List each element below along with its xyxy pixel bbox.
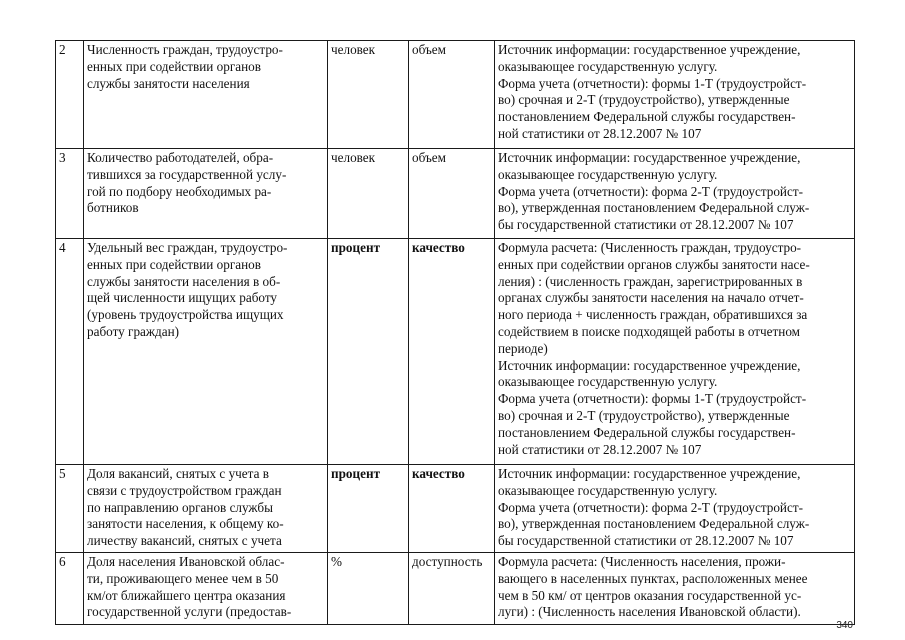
text-line: работу граждан) bbox=[87, 323, 180, 339]
type-cell: объем bbox=[409, 41, 495, 149]
text-line: государственной услуги (предостав- bbox=[87, 604, 292, 620]
text-line: тившихся за государственной услу- bbox=[87, 166, 287, 182]
indicator-cell bbox=[84, 41, 328, 149]
source-cell bbox=[495, 465, 855, 553]
text-line: занятости населения, к общему ко- bbox=[87, 516, 284, 532]
text-line: Количество работодателей, обра- bbox=[87, 150, 274, 165]
text-line: енных при содействии органов службы занятости насе- bbox=[498, 256, 810, 272]
text-line: постановлением Федеральной службы государствен- bbox=[498, 424, 796, 440]
table-row bbox=[56, 41, 855, 149]
text-line: км/от ближайшего центра оказания bbox=[87, 587, 286, 603]
type-cell: доступность bbox=[409, 553, 495, 625]
type-cell: качество bbox=[409, 239, 495, 465]
text-line: бы государственной статистики от 28.12.2007 № 107 bbox=[498, 533, 794, 549]
unit-cell: процент bbox=[328, 239, 409, 465]
text-line: Форма учета (отчетности): формы 1-Т (трудоустройст- bbox=[498, 75, 807, 91]
text-line: Доля населения Ивановской облас- bbox=[87, 554, 285, 569]
text-line: Форма учета (отчетности): форма 2-Т (трудоустройст- bbox=[498, 499, 803, 515]
text-line: службы занятости населения в об- bbox=[87, 273, 281, 289]
source-cell bbox=[495, 41, 855, 149]
text-line: ной статистики от 28.12.2007 № 107 bbox=[498, 125, 702, 141]
text-line: Формула расчета: (Численность граждан, трудоустро- bbox=[498, 240, 802, 255]
row-number: 2 bbox=[56, 41, 84, 149]
indicator-cell bbox=[84, 149, 328, 239]
text-line: оказывающее государственную услугу. bbox=[498, 374, 718, 390]
text-line: щей численности ищущих работу bbox=[87, 290, 278, 306]
source-cell bbox=[495, 149, 855, 239]
type-cell: объем bbox=[409, 149, 495, 239]
text-line: ти, проживающего менее чем в 50 bbox=[87, 570, 279, 586]
unit-cell: % bbox=[328, 553, 409, 625]
text-line: во) срочная и 2-Т (трудоустройство), утвержденные bbox=[498, 92, 790, 108]
text-line: Источник информации: государственное учреждение, bbox=[498, 357, 801, 373]
text-line: ботников bbox=[87, 200, 139, 216]
text-line: Численность граждан, трудоустро- bbox=[87, 42, 283, 57]
unit-cell: человек bbox=[328, 149, 409, 239]
text-line: содействием в поиске подходящей работы в отчетном bbox=[498, 323, 801, 339]
indicator-cell bbox=[84, 465, 328, 553]
text-line: Источник информации: государственное учреждение, bbox=[498, 466, 801, 481]
text-line: оказывающее государственную услугу. bbox=[498, 166, 718, 182]
text-line: луги) : (Численность населения Ивановской области). bbox=[498, 604, 801, 620]
page-number: 340 bbox=[836, 620, 853, 631]
text-line: гой по подбору необходимых ра- bbox=[87, 183, 272, 199]
text-line: постановлением Федеральной службы государствен- bbox=[498, 109, 796, 125]
text-line: оказывающее государственную услугу. bbox=[498, 482, 718, 498]
type-cell: качество bbox=[409, 465, 495, 553]
unit-cell: человек bbox=[328, 41, 409, 149]
text-line: Форма учета (отчетности): форма 2-Т (трудоустройст- bbox=[498, 183, 803, 199]
text-line: (уровень трудоустройства ищущих bbox=[87, 307, 284, 323]
source-cell bbox=[495, 239, 855, 465]
text-line: бы государственной статистики от 28.12.2007 № 107 bbox=[498, 217, 794, 233]
text-line: енных при содействии органов bbox=[87, 256, 261, 272]
text-line: связи с трудоустройством граждан bbox=[87, 482, 282, 498]
text-line: Источник информации: государственное учреждение, bbox=[498, 42, 801, 57]
text-line: ной статистики от 28.12.2007 № 107 bbox=[498, 441, 702, 457]
unit-cell: процент bbox=[328, 465, 409, 553]
indicator-cell bbox=[84, 239, 328, 465]
table-row bbox=[56, 149, 855, 239]
table-row bbox=[56, 553, 855, 625]
text-line: вающего в населенных пунктах, расположенных менее bbox=[498, 570, 808, 586]
table-row bbox=[56, 465, 855, 553]
text-line: Формула расчета: (Численность населения, прожи- bbox=[498, 554, 786, 569]
text-line: Доля вакансий, снятых с учета в bbox=[87, 466, 269, 481]
text-line: службы занятости населения bbox=[87, 75, 250, 91]
text-line: енных при содействии органов bbox=[87, 58, 261, 74]
indicator-cell bbox=[84, 553, 328, 625]
row-number: 4 bbox=[56, 239, 84, 465]
text-line: во), утвержденная постановлением Федеральной служ- bbox=[498, 516, 810, 532]
source-cell bbox=[495, 553, 855, 625]
indicators-table bbox=[55, 40, 855, 625]
text-line: органах службы занятости населения на начало отчет- bbox=[498, 290, 804, 306]
text-line: личеству вакансий, снятых с учета bbox=[87, 533, 282, 549]
text-line: во) срочная и 2-Т (трудоустройство), утвержденные bbox=[498, 407, 790, 423]
text-line: ления) : (численность граждан, зарегистрированных в bbox=[498, 273, 803, 289]
text-line: Источник информации: государственное учреждение, bbox=[498, 150, 801, 165]
row-number: 5 bbox=[56, 465, 84, 553]
text-line: Удельный вес граждан, трудоустро- bbox=[87, 240, 288, 255]
text-line: оказывающее государственную услугу. bbox=[498, 58, 718, 74]
row-number: 3 bbox=[56, 149, 84, 239]
text-line: по направлению органов службы bbox=[87, 499, 273, 515]
row-number: 6 bbox=[56, 553, 84, 625]
table-row bbox=[56, 239, 855, 465]
text-line: Форма учета (отчетности): формы 1-Т (трудоустройст- bbox=[498, 391, 807, 407]
text-line: чем в 50 км/ от центров оказания государственной ус- bbox=[498, 587, 802, 603]
text-line: во), утвержденная постановлением Федеральной служ- bbox=[498, 200, 810, 216]
text-line: ного периода + численность граждан, обратившихся за bbox=[498, 307, 808, 323]
text-line: периоде) bbox=[498, 340, 548, 356]
